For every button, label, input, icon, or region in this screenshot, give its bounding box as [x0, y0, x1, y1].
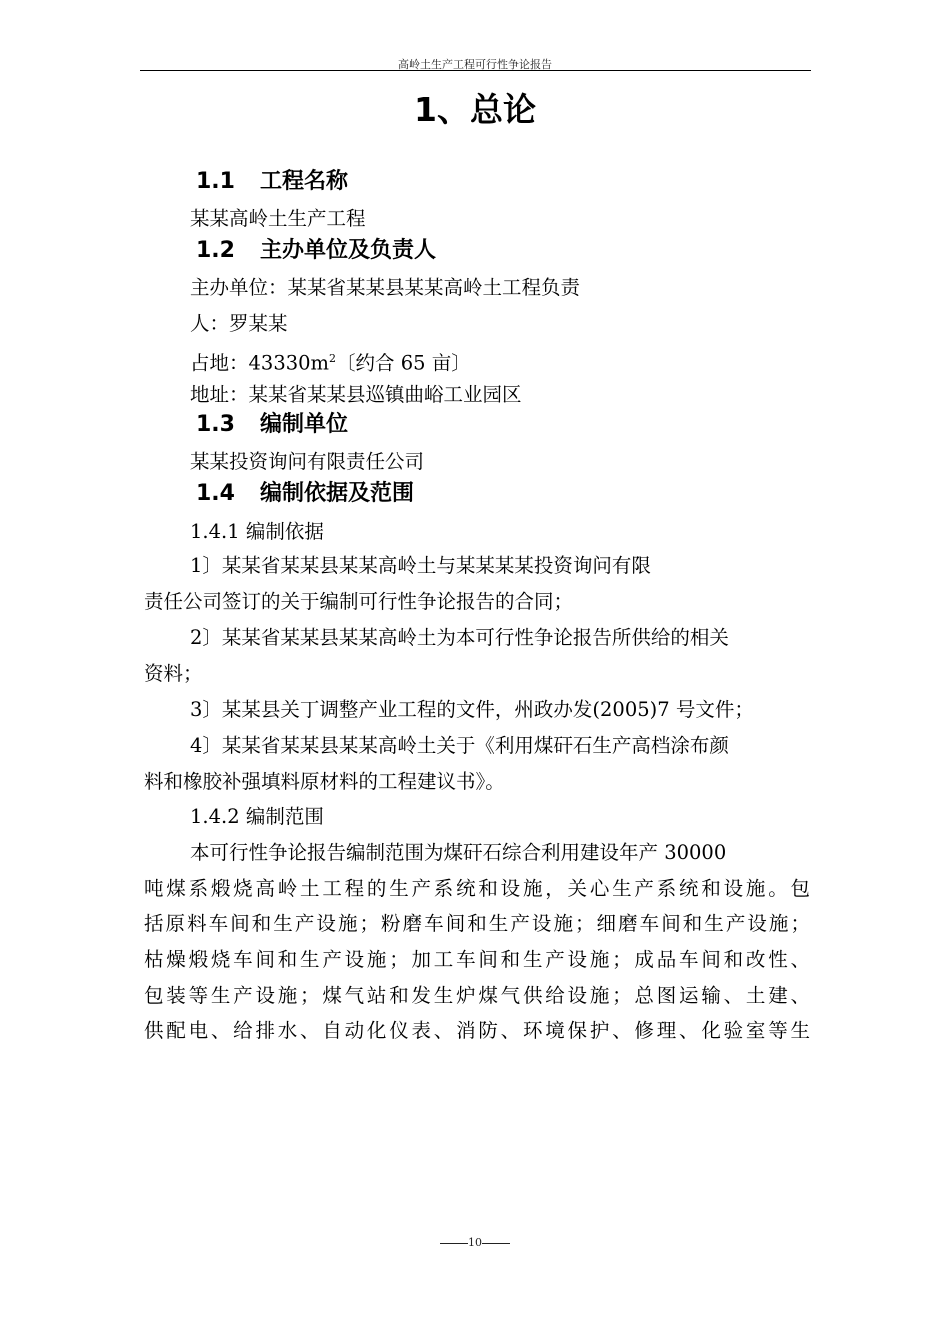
section-heading-1-3 — [196, 410, 348, 440]
section-heading-1-1 — [196, 167, 348, 197]
basis-item-3: 3〕某某县关丁调整产业工程的文件，州政办发(2005)7 号文件； — [190, 698, 754, 721]
basis-item-4-line-2: 料和橡胶补强填料原材料的工程建议书》。 — [144, 770, 505, 793]
scope-heading: 1.4.2 编制范围 — [190, 805, 324, 828]
page-footer — [140, 1236, 810, 1249]
sponsor-line-1: 主办单位：某某省某某县某某高岭土工程负责 — [190, 276, 581, 299]
compiler-name: 某某投资询问有限责任公司 — [190, 450, 425, 473]
project-name: 某某高岭土生产工程 — [190, 207, 366, 230]
section-number: 1.3 — [196, 412, 235, 437]
footer-dash-left — [440, 1243, 468, 1244]
running-header: 高岭土生产工程可行性争论报告 — [398, 58, 552, 71]
scope-line-5: 包装等生产设施；煤气站和发生炉煤气供给设施；总图运输、土建、 — [144, 984, 810, 1007]
scope-line-4: 枯燥煅烧车间和生产设施；加工车间和生产设施；成品车间和改性、 — [144, 948, 810, 971]
section-heading-1-2 — [196, 236, 436, 266]
scope-line-2: 吨煤系煅烧高岭土工程的生产系统和设施，关心生产系统和设施。包 — [144, 877, 810, 900]
site-area-value: 占地：43330m — [190, 351, 330, 375]
section-heading-1-4 — [196, 479, 414, 509]
section-number: 1.2 — [196, 238, 235, 263]
scope-line-1: 本可行性争论报告编制范围为煤矸石综合利用建设年产 30000 — [190, 841, 727, 864]
site-area-note: 〔约合 65 亩〕 — [336, 351, 471, 375]
basis-item-2-line-2: 资料； — [144, 662, 203, 685]
site-area-unit-sup: 2 — [329, 352, 337, 365]
section-title: 主办单位及负责人 — [260, 238, 437, 263]
site-address: 地址：某某省某某县巡镇曲峪工业园区 — [190, 383, 522, 406]
basis-item-1-line-1: 1〕某某省某某县某某高岭土与某某某某投资询问有限 — [190, 554, 651, 577]
basis-item-2-line-1: 2〕某某省某某县某某高岭土为本可行性争论报告所供给的相关 — [190, 626, 729, 649]
basis-heading: 1.4.1 编制依据 — [190, 520, 324, 543]
header-rule — [140, 70, 811, 71]
sponsor-line-2: 人：罗某某 — [190, 312, 288, 335]
section-title: 工程名称 — [260, 169, 349, 194]
footer-dash-right — [482, 1243, 510, 1244]
basis-item-4-line-1: 4〕某某省某某县某某高岭土关于《利用煤矸石生产高档涂布颜 — [190, 734, 729, 757]
basis-item-1-line-2: 责任公司签订的关于编制可行性争论报告的合同； — [144, 590, 574, 613]
scope-line-6: 供配电、给排水、自动化仪表、消防、环境保护、修理、化验室等生 — [144, 1019, 810, 1042]
section-title: 编制依据及范围 — [260, 481, 415, 506]
section-number: 1.4 — [196, 481, 235, 506]
chapter-title: 1、总论 — [414, 90, 536, 129]
section-title: 编制单位 — [260, 412, 349, 437]
scope-line-3: 括原料车间和生产设施；粉磨车间和生产设施；细磨车间和生产设施； — [144, 912, 810, 935]
page-number: 10 — [468, 1236, 482, 1249]
section-number: 1.1 — [196, 169, 235, 194]
site-area — [190, 345, 471, 378]
